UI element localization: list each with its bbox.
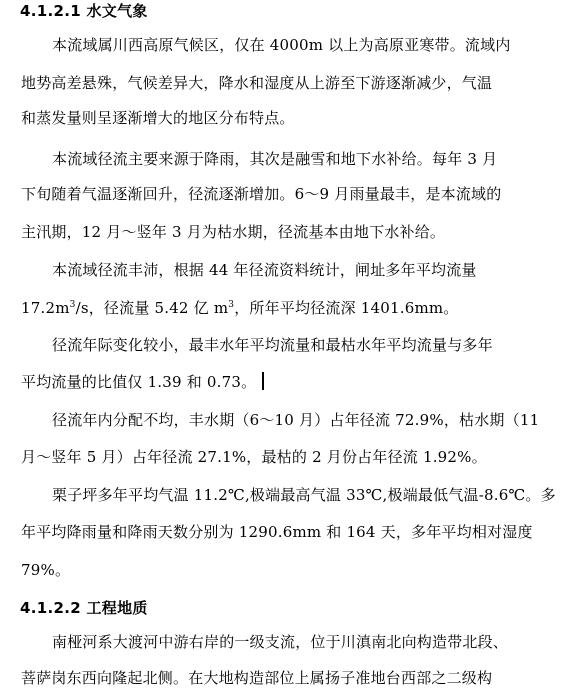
paragraph-line: 径流年内分配不均，丰水期（6～10 月）占年径流 72.9%，枯水期（11	[52, 411, 540, 429]
paragraph-line: 主汛期，12 月～竖年 3 月为枯水期，径流基本由地下水补给。	[21, 223, 446, 241]
paragraph-line: 79%。	[21, 561, 71, 579]
paragraph-line-with-units	[21, 297, 459, 318]
paragraph-line: 月～竖年 5 月）占年径流 27.1%，最枯的 2 月份占年径流 1.92%。	[21, 448, 487, 466]
paragraph-line: 地势高差悬殊，气候差异大，降水和湿度从上游至下游逐渐减少，气温	[21, 74, 493, 92]
flow-value: 17.2m	[21, 299, 70, 317]
paragraph-line: 和蒸发量则呈逐渐增大的地区分布特点。	[21, 109, 295, 127]
section-heading-geology: 4.1.2.2 工程地质	[20, 599, 148, 617]
text-segment: ，所年平均径流深 1401.6mm。	[234, 299, 459, 317]
paragraph-line: 年平均降雨量和降雨天数分别为 1290.6mm 和 164 天，多年平均相对湿度	[21, 523, 533, 541]
paragraph-line: 栗子坪多年平均气温 11.2℃,极端最高气温 33℃,极端最低气温-8.6℃。多	[52, 486, 556, 504]
section-heading-hydrology: 4.1.2.1 水文气象	[20, 2, 148, 20]
paragraph-line: 菩萨岗东西向隆起北侧。在大地构造部位上属扬子准地台西部之二级构	[21, 669, 493, 687]
superscript: 3	[228, 300, 235, 310]
text-cursor	[262, 372, 264, 390]
paragraph-line: 下旬随着气温逐渐回升，径流逐渐增加。6～9 月雨量最丰，是本流域的	[21, 185, 502, 203]
text-segment: /s，径流量 5.42 亿 m	[75, 299, 229, 317]
paragraph-line-with-cursor[interactable]	[21, 371, 264, 392]
paragraph-line: 南桠河系大渡河中游右岸的一级支流，位于川滇南北向构造带北段、	[52, 633, 509, 651]
superscript: 3	[69, 300, 76, 310]
paragraph-text: 平均流量的比值仅 1.39 和 0.73。	[21, 373, 257, 391]
paragraph-line: 本流域径流丰沛，根据 44 年径流资料统计，闸址多年平均流量	[52, 261, 477, 279]
paragraph-line: 本流域径流主要来源于降雨，其次是融雪和地下水补给。每年 3 月	[52, 150, 498, 168]
paragraph-line: 本流域属川西高原气候区，仅在 4000m 以上为高原亚寒带。流域内	[52, 36, 511, 54]
paragraph-line: 径流年际变化较小，最丰水年平均流量和最枯水年平均流量与多年	[52, 336, 493, 354]
